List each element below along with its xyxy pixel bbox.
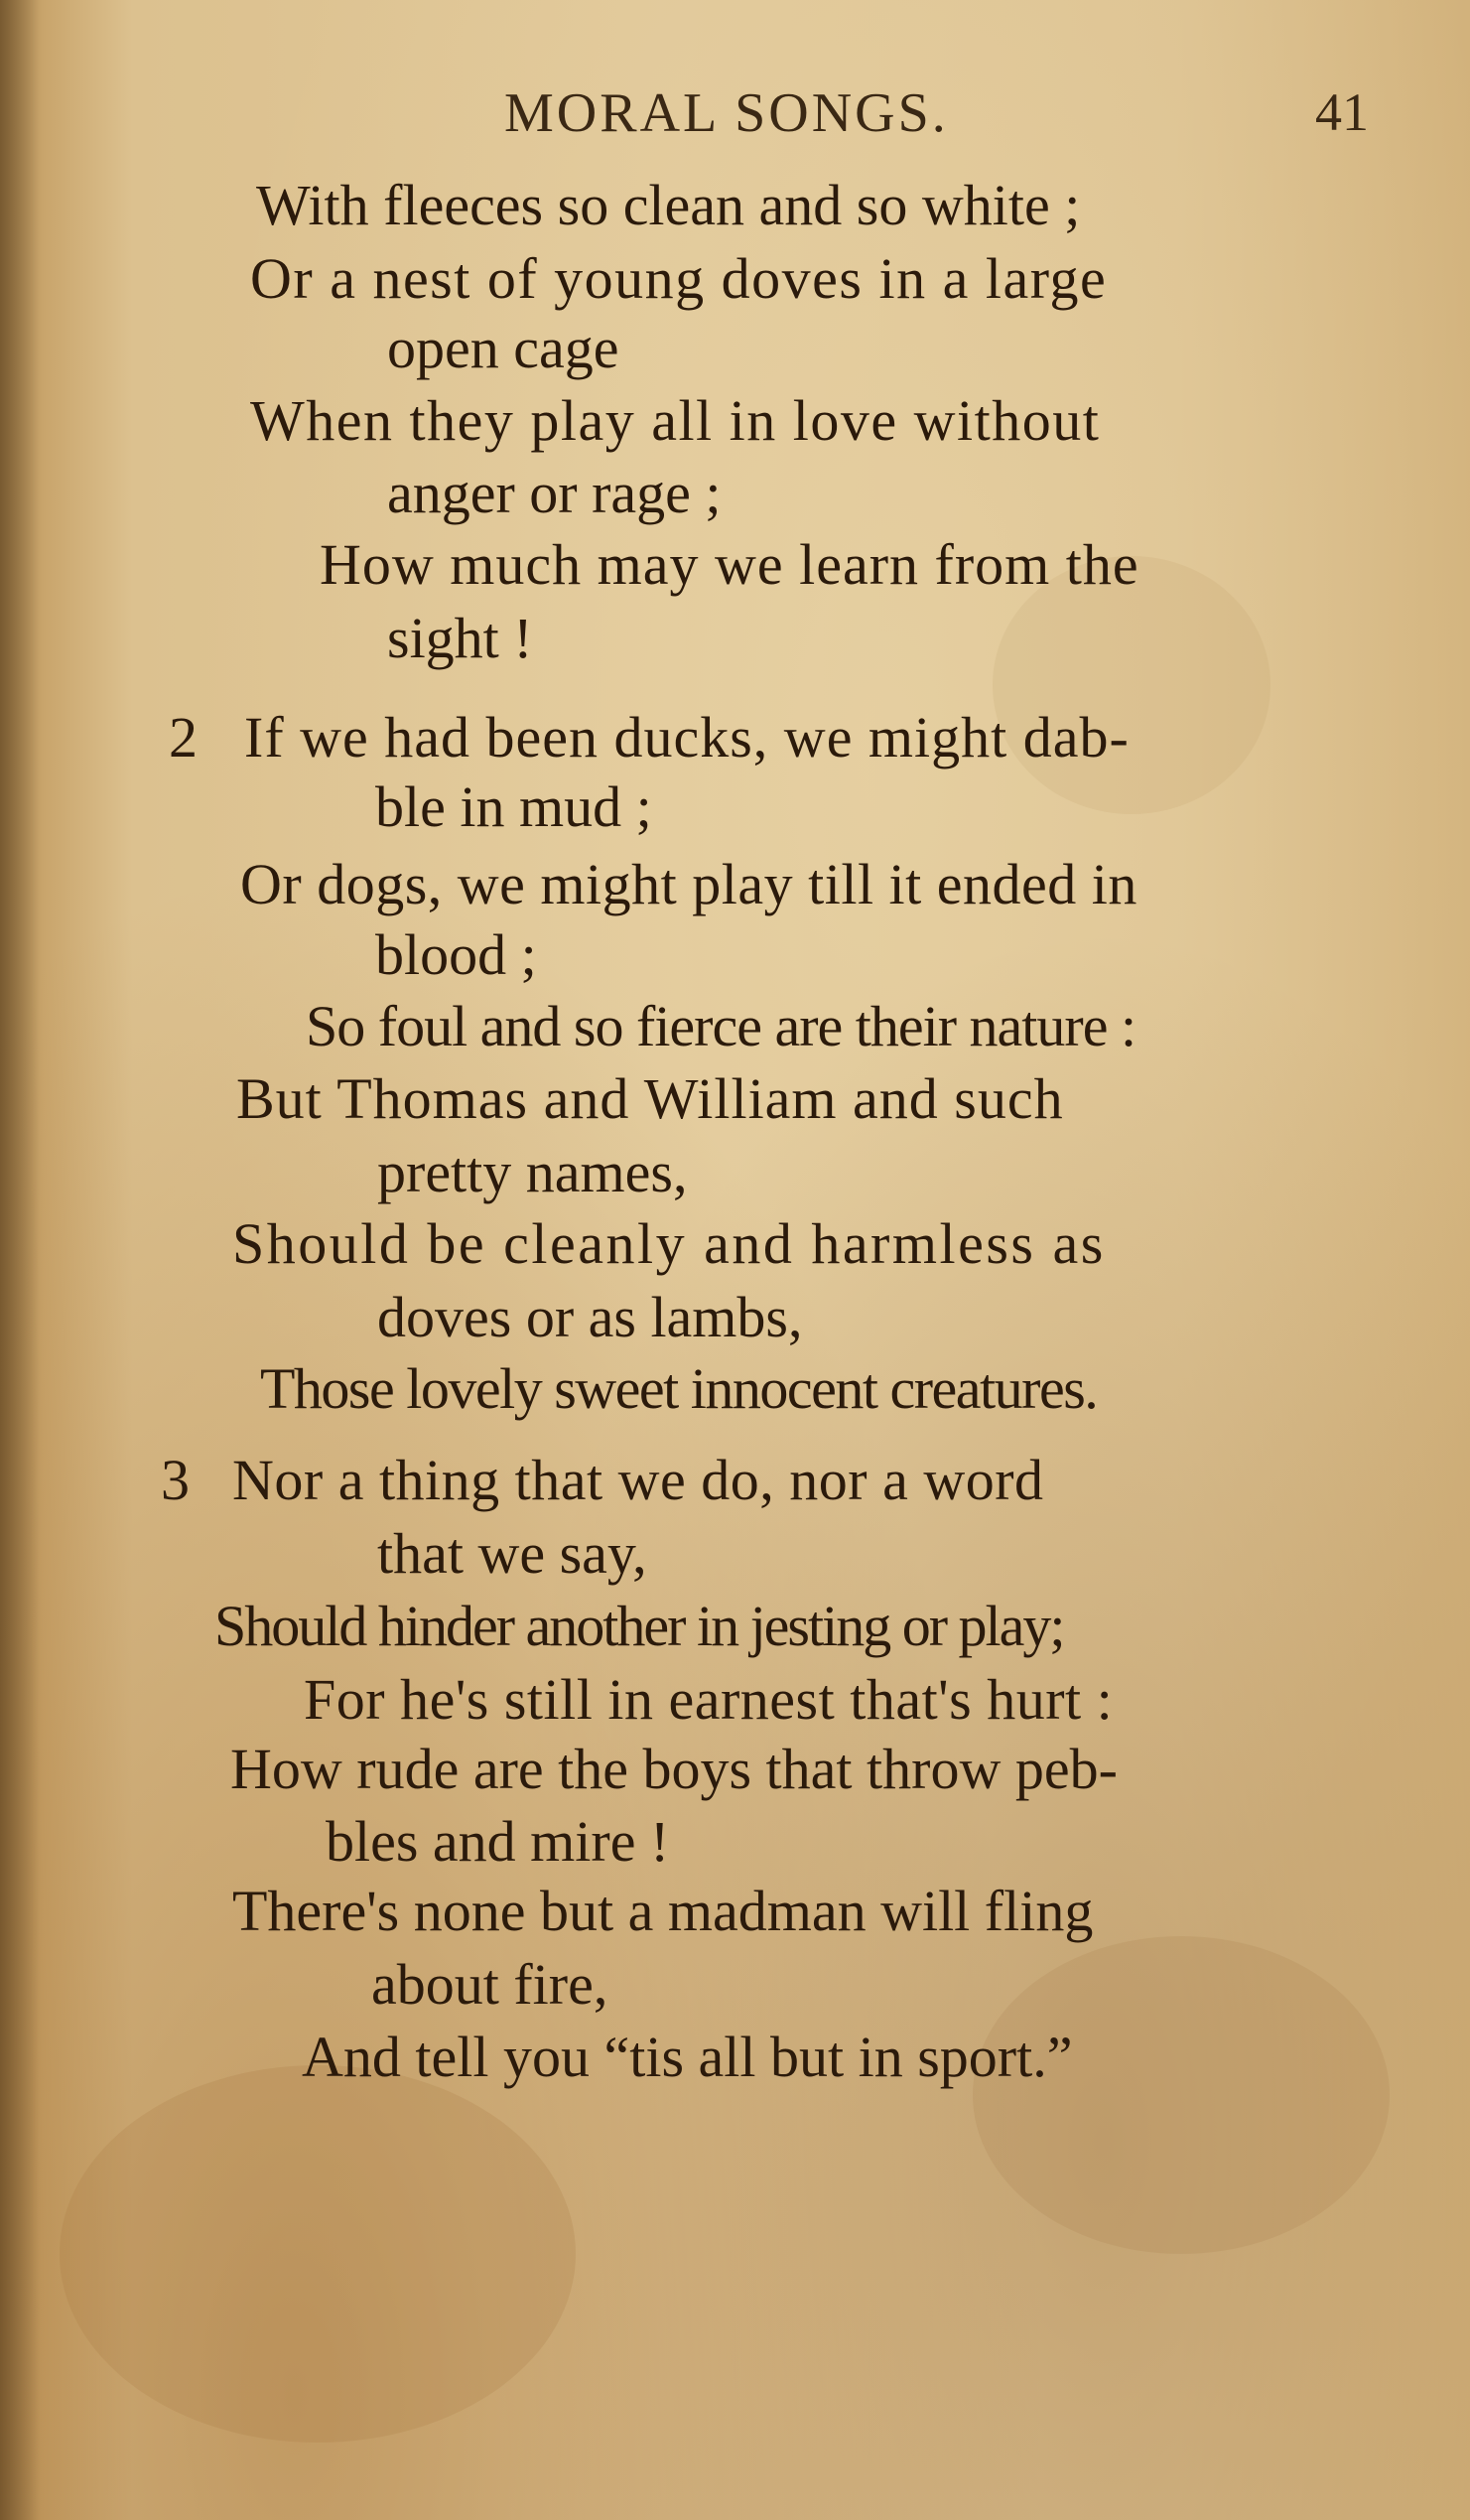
verse-line: pretty names, bbox=[377, 1140, 688, 1204]
verse-line: doves or as lambs, bbox=[377, 1285, 803, 1349]
verse-line: bles and mire ! bbox=[326, 1809, 670, 1874]
page-gutter-shadow bbox=[0, 0, 40, 2520]
stanza-number: 2 bbox=[169, 705, 198, 770]
paper-stain bbox=[60, 2065, 576, 2443]
page-number: 41 bbox=[1315, 82, 1369, 142]
verse-line: How much may we learn from the bbox=[320, 532, 1139, 597]
verse-line: There's none but a madman will fling bbox=[232, 1879, 1094, 1943]
verse-line: How rude are the boys that throw peb- bbox=[230, 1737, 1118, 1801]
paper-stain bbox=[973, 1936, 1390, 2254]
verse-line: Should hinder another in jesting or play; bbox=[214, 1594, 1064, 1658]
verse-line: Should be cleanly and harmless as bbox=[232, 1211, 1106, 1276]
verse-line: about fire, bbox=[371, 1952, 608, 2017]
verse-line: Or a nest of young doves in a large bbox=[250, 246, 1108, 311]
verse-line: When they play all in love without bbox=[250, 388, 1101, 453]
running-header bbox=[0, 81, 1470, 144]
running-title: MORAL SONGS. bbox=[504, 82, 949, 144]
verse-line: But Thomas and William and such bbox=[236, 1066, 1064, 1131]
verse-line: open cage bbox=[387, 316, 619, 380]
verse-line: ble in mud ; bbox=[375, 774, 652, 839]
verse-line: Nor a thing that we do, nor a word bbox=[232, 1448, 1044, 1512]
verse-line: If we had been ducks, we might dab- bbox=[244, 705, 1130, 770]
verse-line: Or dogs, we might play till it ended in bbox=[240, 852, 1137, 916]
verse-line: that we say, bbox=[377, 1521, 647, 1586]
verse-line: Those lovely sweet innocent creatures. bbox=[260, 1356, 1098, 1421]
verse-line: For he's still in earnest that's hurt : bbox=[304, 1667, 1114, 1732]
verse-line: sight ! bbox=[387, 606, 533, 670]
stanza-number: 3 bbox=[161, 1448, 190, 1512]
verse-line: With fleeces so clean and so white ; bbox=[256, 173, 1081, 237]
verse-line: And tell you “tis all but in sport.” bbox=[302, 2025, 1073, 2089]
verse-line: So foul and so fierce are their nature : bbox=[306, 994, 1136, 1058]
verse-line: anger or rage ; bbox=[387, 461, 722, 525]
verse-line: blood ; bbox=[375, 922, 537, 987]
